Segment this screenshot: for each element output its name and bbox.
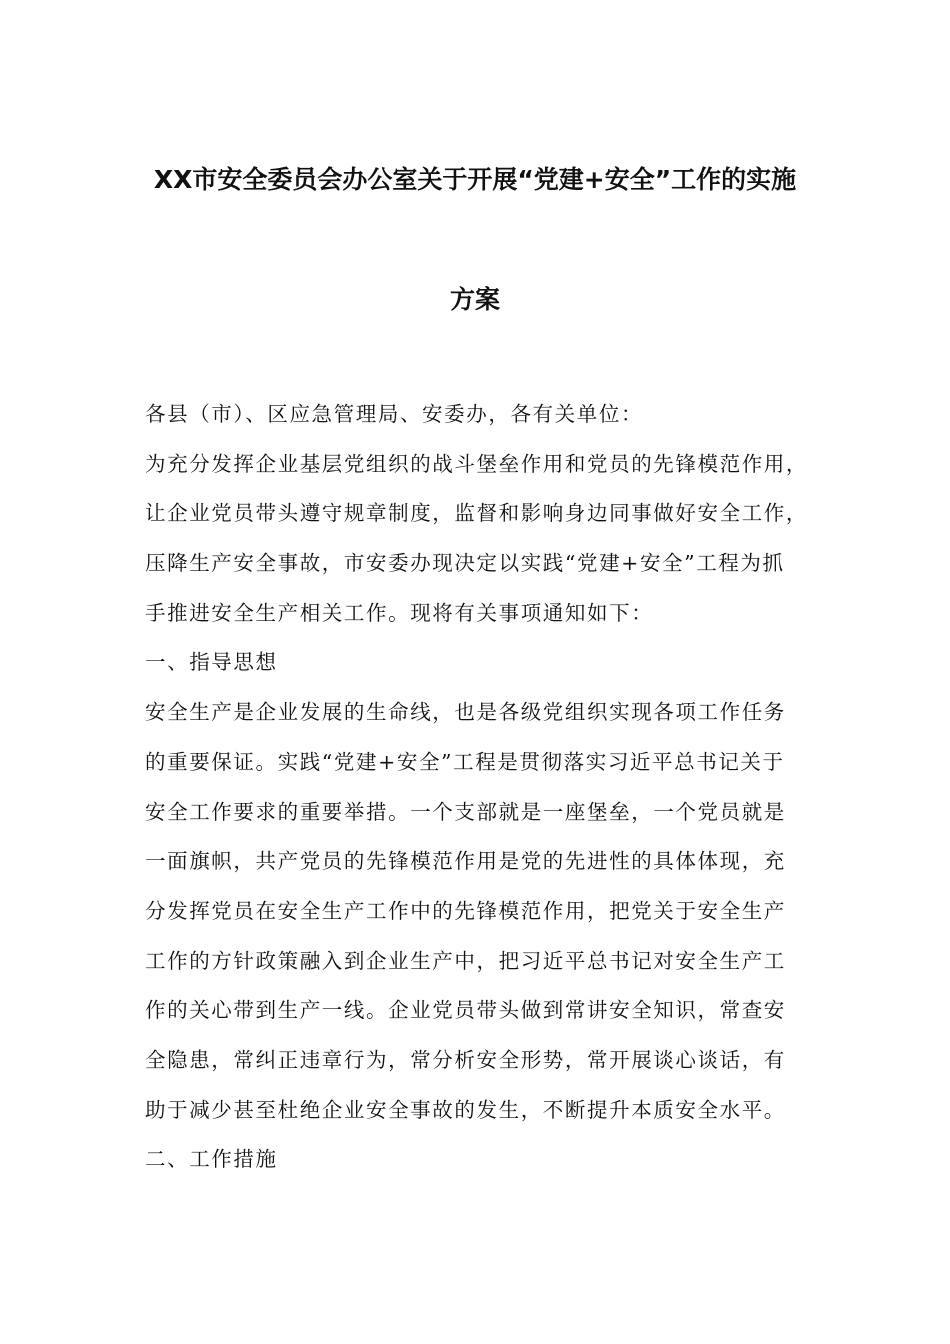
body-line: 让企业党员带头遵守规章制度，监督和影响身边同事做好安全工作， — [145, 501, 808, 526]
salutation: 各县（市）、区应急管理局、安委办，各有关单位： — [145, 402, 644, 426]
body-line: 助于减少甚至杜绝企业安全事故的发生，不断提升本质安全水平。 — [145, 1097, 786, 1122]
body-line: 全隐患，常纠正违章行为，常分析安全形势，常开展谈心谈话，有 — [145, 1047, 786, 1072]
body-line: 手推进安全生产相关工作。现将有关事项通知如下： — [145, 600, 654, 625]
body-line: 工作的方针政策融入到企业生产中，把习近平总书记对安全生产工 — [145, 948, 786, 973]
body-line: 压降生产安全事故，市安委办现决定以实践“党建+安全”工程为抓 — [145, 551, 785, 576]
body-line: 为充分发挥企业基层党组织的战斗堡垒作用和党员的先锋模范作用， — [145, 451, 808, 476]
document-title-line-1: XX市安全委员会办公室关于开展“党建+安全”工作的实施 — [153, 165, 797, 194]
body-line: 分发挥党员在安全生产工作中的先锋模范作用，把党关于安全生产 — [145, 898, 786, 923]
section-heading: 二、工作措施 — [145, 1147, 278, 1172]
body-line: 一面旗帜，共产党员的先锋模范作用是党的先进性的具体体现，充 — [145, 849, 786, 874]
body-line: 作的关心带到生产一线。企业党员带头做到常讲安全知识，常查安 — [145, 998, 786, 1023]
body-line: 安全工作要求的重要举措。一个支部就是一座堡垒，一个党员就是 — [145, 799, 786, 824]
document-body — [145, 397, 825, 1192]
document-title-line-2: 方案 — [449, 285, 500, 314]
body-line: 安全生产是企业发展的生命线，也是各级党组织实现各项工作任务 — [145, 700, 786, 725]
body-line: 的重要保证。实践“党建+安全”工程是贯彻落实习近平总书记关于 — [145, 749, 785, 774]
section-heading: 一、指导思想 — [145, 650, 278, 675]
